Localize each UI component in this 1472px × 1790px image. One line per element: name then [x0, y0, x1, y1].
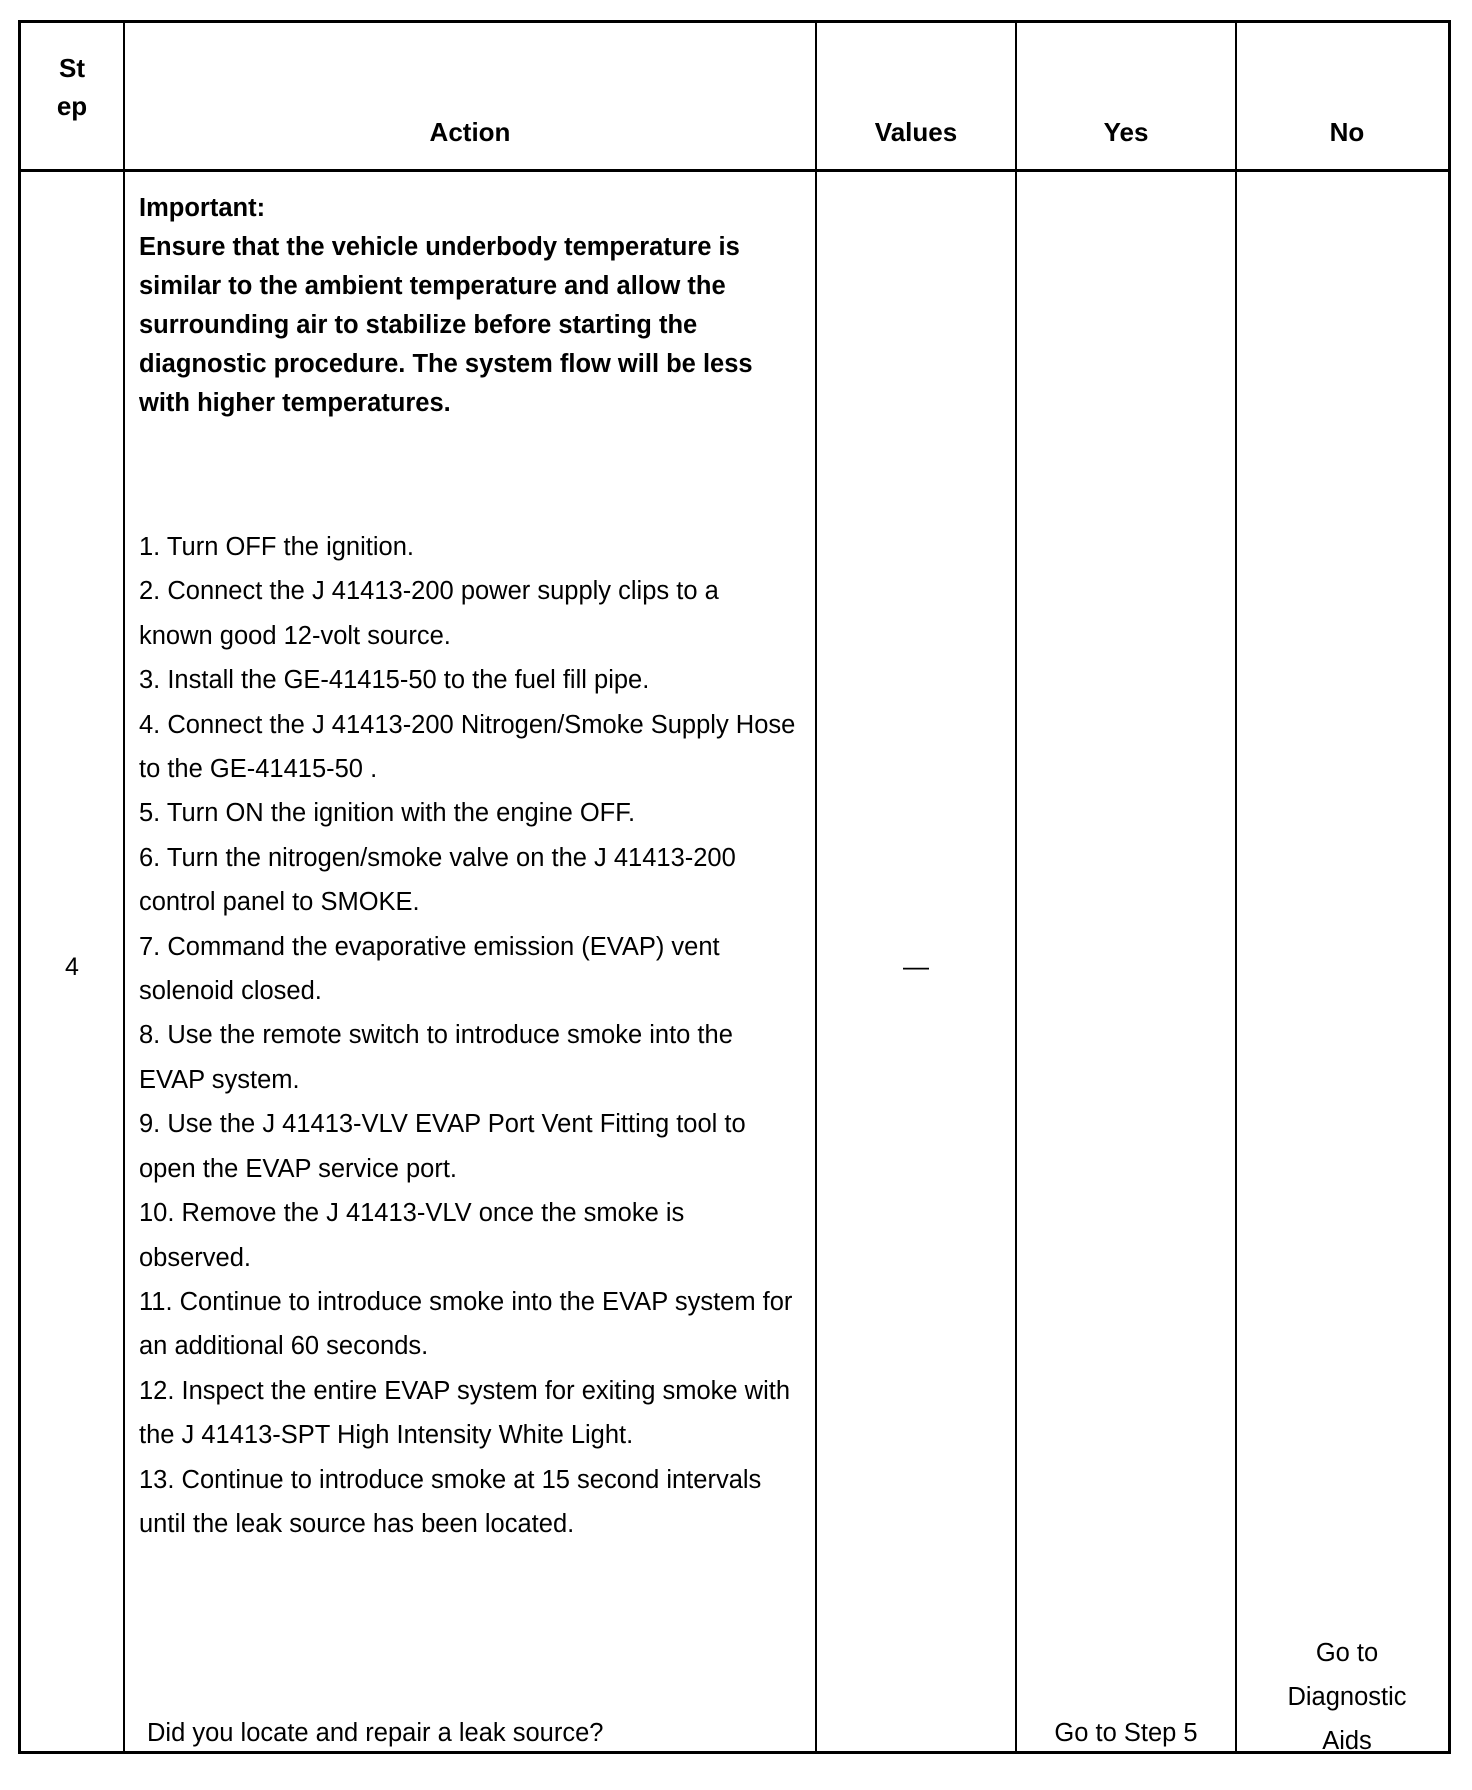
- values-cell: —: [903, 951, 929, 981]
- procedure-step: 3. Install the GE-41415-50 to the fuel fill pipe.: [139, 666, 650, 695]
- header-step: [21, 23, 123, 169]
- column-divider: [815, 23, 817, 1751]
- procedure-step: 1. Turn OFF the ignition.: [139, 533, 414, 561]
- header-yes: Yes: [1103, 117, 1149, 147]
- procedure-step: 13. Continue to introduce smoke at 15 second intervals until the leak source has been located.: [139, 1465, 762, 1538]
- important-label: Important:: [139, 194, 266, 222]
- yes-cell: Go to Step 5: [1054, 1719, 1198, 1747]
- header-action: Action: [429, 117, 511, 147]
- question-text: Did you locate and repair a leak source?: [147, 1719, 604, 1747]
- header-step-line2: ep: [56, 91, 88, 121]
- step-number: 4: [65, 953, 79, 981]
- procedure-step: 7. Command the evaporative emission (EVAP) vent solenoid closed.: [139, 932, 720, 1006]
- no-line3: Aids: [1322, 1727, 1372, 1755]
- procedure-step: 8. Use the remote switch to introduce smoke into the EVAP system.: [139, 1021, 733, 1094]
- procedure-step: 12. Inspect the entire EVAP system for exiting smoke with the J 41413-SPT High Intensity White Light.: [139, 1376, 791, 1450]
- column-divider: [1015, 23, 1017, 1751]
- procedure-steps: [139, 525, 799, 1546]
- column-divider: [123, 23, 125, 1751]
- procedure-step: 2. Connect the J 41413-200 power supply clips to a known good 12-volt source.: [139, 577, 719, 650]
- no-line2: Diagnostic: [1287, 1683, 1407, 1711]
- important-note: [139, 189, 799, 423]
- procedure-step: 11. Continue to introduce smoke into the EVAP system for an additional 60 seconds.: [139, 1287, 793, 1361]
- important-text: Ensure that the vehicle underbody temperature is similar to the ambient temperature and allow the surrounding air to stabilize before starting the diagnostic procedure. The system flow will be less with higher temperatures.: [139, 233, 753, 417]
- procedure-step: 10. Remove the J 41413-VLV once the smoke is observed.: [139, 1199, 685, 1272]
- header-divider: [21, 169, 1448, 172]
- no-cell: [1237, 1631, 1457, 1763]
- procedure-table: [18, 20, 1451, 1754]
- header-no: No: [1329, 117, 1365, 147]
- procedure-step: 4. Connect the J 41413-200 Nitrogen/Smoke Supply Hose to the GE-41415-50 .: [139, 710, 796, 784]
- procedure-step: 5. Turn ON the ignition with the engine OFF.: [139, 799, 636, 828]
- no-line1: Go to: [1315, 1639, 1379, 1667]
- procedure-step: 6. Turn the nitrogen/smoke valve on the J 41413-200 control panel to SMOKE.: [139, 843, 736, 917]
- header-values: Values: [874, 117, 958, 147]
- column-divider: [1235, 23, 1237, 1751]
- procedure-step: 9. Use the J 41413-VLV EVAP Port Vent Fitting tool to open the EVAP service port.: [139, 1110, 746, 1183]
- header-step-line1: St: [59, 53, 85, 83]
